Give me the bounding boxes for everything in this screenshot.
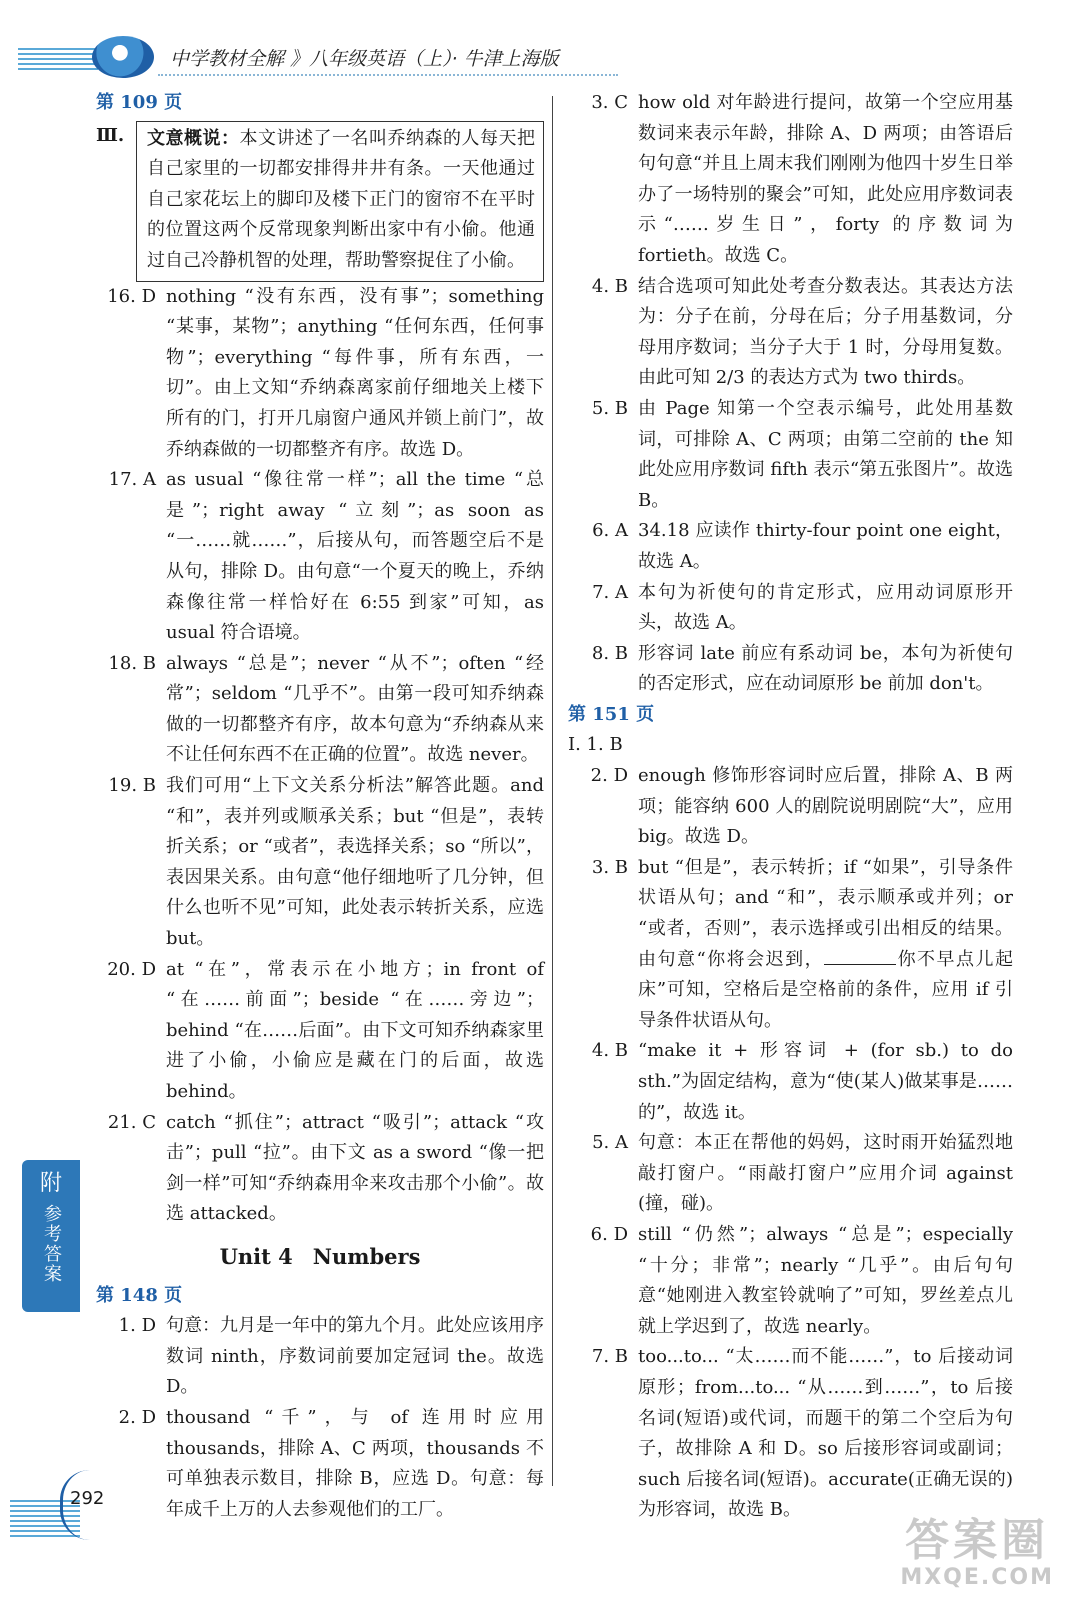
- answer-text: as usual “像往常一样”；all the time “总是”；right away “立刻”；as soon as “一……就……”，后接从句，而答题空后不是从句，排除 D。由句意“一个夏天的晚上，乔纳森像往常一样恰好在 6:55 到家”可知，as usual 符合语境。: [166, 469, 544, 644]
- answer-text: 形容词 late 前应有系动词 be，本句为祈使句的否定形式，应在动词原形 be 前加 don't。: [638, 642, 1013, 695]
- answer-item: [568, 516, 1013, 577]
- header-stripes: [18, 48, 98, 70]
- answer-number: 4. B: [591, 1040, 628, 1062]
- summary-text: 本文讲述了一名叫乔纳森的人每天把自己家里的一切都安排得井井有条。一天他通过自己家花坛上的脚印及楼下正门的窗帘不在平时的位置这两个反常现象判断出家中有小偷。他通过自己冷静机智的处理，帮助警察捉住了小偷。: [147, 127, 535, 271]
- answer-number: 2. D: [118, 1406, 156, 1428]
- answer-item: [96, 649, 544, 771]
- left-column: [96, 88, 544, 1525]
- section-3-summary: [96, 121, 544, 282]
- watermark-url: MXQE.COM: [900, 1565, 1054, 1590]
- answer-text: how old 对年龄进行提问，故第一个空应用基数词来表示年龄，排除 A、D 两项；由答语后句句意“并且上周末我们刚刚为他四十岁生日举办了一场特别的聚会”可知，此处应用序数词表示“……岁生日”，forty 的序数词为 fortieth。故选 C。: [638, 92, 1013, 266]
- answer-item: [568, 88, 1013, 272]
- answer-number: 21. C: [107, 1111, 156, 1133]
- answer-item: [96, 1108, 544, 1230]
- page-label-148: 第 148 页: [96, 1284, 183, 1306]
- answer-item: [568, 761, 1013, 853]
- answer-text: always “总是”；never “从不”；often “经常”；seldom “几乎不”。由第一段可知乔纳森做的一切都整齐有序，故本句意为“乔纳森从来不让任何东西不在正确的位置”。故选 never。: [166, 652, 544, 766]
- answer-item: [96, 282, 544, 466]
- answer-text: 结合选项可知此处考查分数表达。其表达方法为：分子在前，分母在后；分子用基数词，分母用序数词；当分子大于 1 时，分母用复数。由此可知 2/3 的表达方式为 two thirds。: [638, 275, 1013, 389]
- answer-item: [96, 465, 544, 649]
- right-column: [568, 88, 1013, 1526]
- answer-number: 1. D: [118, 1315, 156, 1337]
- answer-number: 4. B: [591, 275, 628, 297]
- answer-number: 6. D: [590, 1223, 628, 1245]
- watermark-logo-text: 答案圈: [905, 1515, 1050, 1566]
- answer-text: “make it + 形容词 + (for sb.) to do sth.”为固定结构，意为“使(某人)做某事是……的”，故选 it。: [638, 1040, 1013, 1123]
- side-tab-label: 参考答案: [41, 1204, 62, 1284]
- appendix-side-tab: [22, 1160, 80, 1312]
- answer-item: [568, 1342, 1013, 1526]
- answer-item: [96, 1403, 544, 1525]
- answer-item: [568, 578, 1013, 639]
- column-divider: [552, 96, 553, 1486]
- answer-text: 34.18 应读作 thirty-four point one eight，故选 A。: [638, 520, 1013, 572]
- unit-title: Numbers: [312, 1243, 421, 1269]
- answer-item: [568, 1128, 1013, 1220]
- answer-number: 7. A: [592, 581, 628, 603]
- answer-item: [568, 1036, 1013, 1128]
- page-label-151: 第 151 页: [568, 703, 655, 725]
- section-1-first-answer: Ⅰ. 1. B: [568, 734, 623, 756]
- book-title: 中学教材全解 》八年级英语（上）· 牛津上海版: [170, 48, 559, 70]
- answer-text: catch “抓住”；attract “吸引”；attack “攻击”；pull “拉”。由下文 as a sword “像一把剑一样”可知“乔纳森用伞来攻击那个小偷”。故选 attacked。: [166, 1111, 544, 1225]
- answer-number: 17. A: [108, 469, 156, 491]
- answer-text: 我们可用“上下文关系分析法”解答此题。and “和”，表并列或顺承关系；but “但是”，表转折关系；or “或者”，表选择关系；so “所以”，表因果关系。由句意“他仔细地听了几分钟，但什么也听不见”可知，此处表示转折关系，应选 but。: [166, 775, 544, 950]
- answer-item: [568, 1220, 1013, 1342]
- answer-text: 由 Page 知第一个空表示编号，此处用基数词，可排除 A、C 两项；由第二空前的 the 知此处应用序数词 fifth 表示“第五张图片”。故选 B。: [638, 397, 1013, 511]
- answer-number: 6. A: [592, 520, 628, 542]
- roman-numeral-3: Ⅲ.: [96, 124, 125, 146]
- answer-item: [568, 394, 1013, 516]
- answer-text: 句意：本正在帮他的妈妈，这时雨开始猛烈地敲打窗户。“雨敲打窗户”应用介词 against (撞，碰)。: [638, 1132, 1013, 1215]
- page-number: 292: [70, 1488, 105, 1509]
- answer-text: enough 修饰形容词时应后置，排除 A、B 两项；能容纳 600 人的剧院说明剧院“大”，应用 big。故选 D。: [638, 765, 1013, 848]
- answer-number: 3. C: [591, 92, 628, 113]
- answer-number: 5. A: [592, 1132, 628, 1154]
- book-logo-icon: [92, 36, 154, 78]
- answer-text: too...to... “太……而不能……”，to 后接动词原形；from...to... “从……到……”，to 后接名词(短语)或代词，而题干的第二个空后为句子，故排除 A 和 D。so 后接形容词或副词；such 后接名词(短语)。accurate(正确无误的)为形容词，故选 B。: [638, 1346, 1013, 1521]
- summary-label: 文意概说：: [147, 127, 240, 149]
- header-dotted-line: [158, 74, 618, 76]
- answer-text: [638, 853, 1013, 1037]
- answer-item: [568, 853, 1013, 1037]
- answer-item: [568, 272, 1013, 394]
- answer-item: [568, 639, 1013, 700]
- unit-label: Unit 4: [219, 1243, 293, 1269]
- answer-text-before-blank: but “但是”，表示转折；if “如果”，引导条件状语从句；and “和”，表示顺承或并列；or “或者，否则”，表示选择或引出相反的结果。由句意“你将会迟到，: [638, 856, 1013, 970]
- answer-number: 8. B: [591, 642, 628, 664]
- page-label-109: 第 109 页: [96, 92, 183, 113]
- answer-text: thousand “千”，与 of 连用时应用 thousands，排除 A、C 两项，thousands 不可单独表示数目，排除 B，应选 D。句意：每年成千上万的人去参观他们的工厂。: [166, 1406, 544, 1520]
- answer-text: 句意：九月是一年中的第九个月。此处应该用序数词 ninth，序数词前要加定冠词 the。故选 D。: [166, 1315, 544, 1398]
- answer-number: 16. D: [107, 285, 156, 307]
- fill-in-blank: [824, 946, 896, 965]
- answer-number: 19. B: [108, 775, 156, 797]
- answer-number: 20. D: [107, 958, 156, 980]
- answer-number: 3. B: [591, 856, 628, 878]
- answer-text: still “仍然”；always “总是”；especially “十分；非常”；nearly “几乎”。由后句句意“她刚进入教室铃就响了”可知，罗丝差点儿就上学迟到了，故选 nearly。: [638, 1223, 1013, 1337]
- answer-text: 本句为祈使句的肯定形式，应用动词原形开头，故选 A。: [638, 581, 1013, 634]
- answer-number: 2. D: [590, 765, 628, 787]
- summary-box: [136, 121, 544, 282]
- side-tab-fu: 附: [39, 1171, 62, 1196]
- answer-number: 5. B: [591, 397, 628, 419]
- page-header: [0, 0, 1076, 90]
- answer-text-after-blank: 你不早点儿起床”可知，空格后是空格前的条件，应用 if 引导条件状语从句。: [638, 948, 1014, 1031]
- answer-item: [96, 955, 544, 1108]
- answer-text: nothing “没有东西，没有事”；something “某事，某物”；anything “任何东西，任何事物”；everything “每件事，所有东西，一切”。由上文知“乔纳森离家前仔细地关上楼下所有的门，打开几扇窗户通风并锁上前门”，故乔纳森做的一切都整齐有序。故选 D。: [166, 285, 544, 460]
- site-watermark: [900, 1517, 1054, 1590]
- unit-heading: [96, 1242, 544, 1273]
- answer-number: 18. B: [108, 652, 156, 674]
- answer-item: [96, 771, 544, 955]
- answer-text: at “在”，常表示在小地方；in front of “在……前面”；beside “在……旁边”；behind “在……后面”。由下文可知乔纳森家里进了小偷，小偷应是藏在门的后面，故选 behind。: [166, 958, 544, 1102]
- answer-number: 7. B: [591, 1346, 628, 1368]
- answer-item: [96, 1311, 544, 1403]
